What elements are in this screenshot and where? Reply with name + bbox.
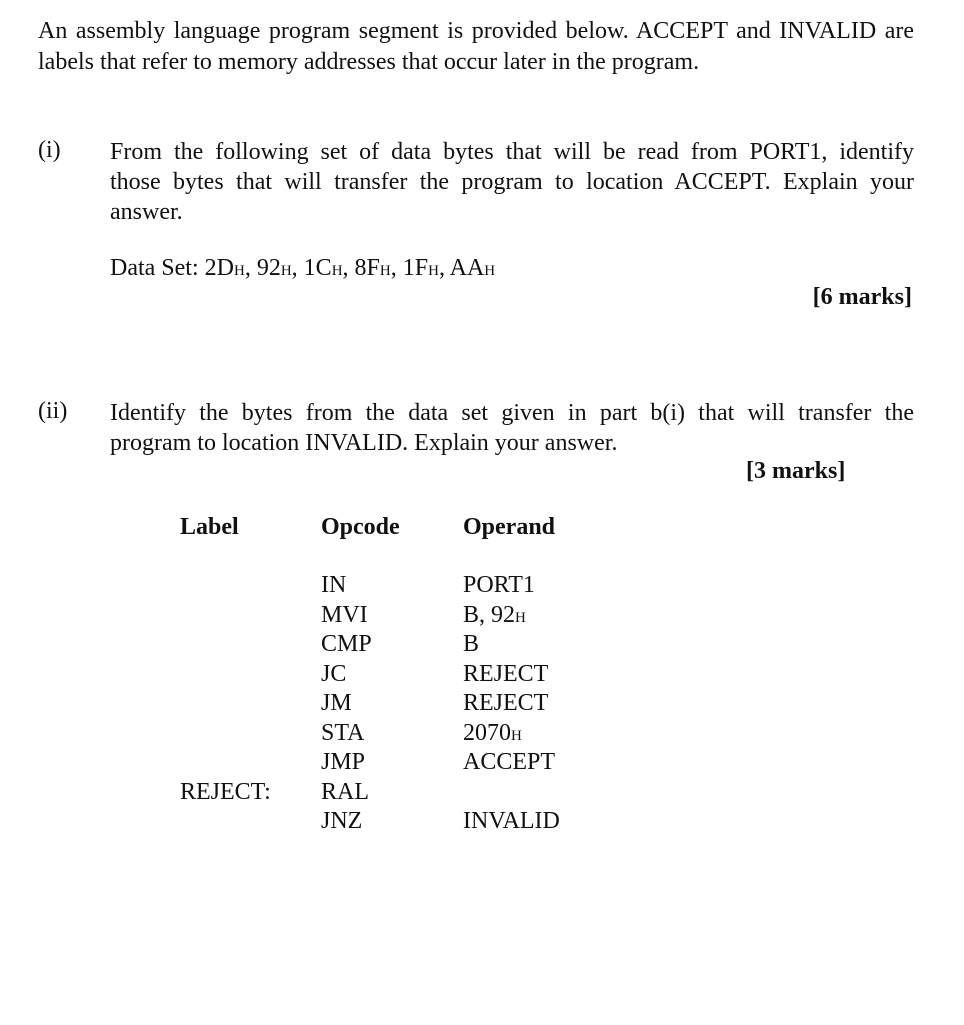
data-byte-value: 1C (303, 255, 332, 281)
data-byte-value: 8F (354, 255, 380, 281)
data-set-label: Data Set: (110, 255, 205, 281)
part-i-marks: [6 marks] (812, 284, 912, 310)
hex-subscript: H (515, 610, 526, 626)
part-ii-marks: [3 marks] (746, 458, 846, 484)
row-opcode: JC (321, 661, 347, 687)
operand-value: INVALID (463, 808, 560, 834)
intro-paragraph: An assembly language program segment is provided below. ACCEPT and INVALID are labels that refer to memory addresses that occur later in the program. (38, 18, 914, 75)
row-operand (463, 807, 560, 836)
operand-value: REJECT (463, 690, 549, 716)
row-operand (463, 630, 479, 659)
data-byte (403, 255, 450, 281)
row-opcode: MVI (321, 602, 368, 628)
row-opcode: JMP (321, 749, 366, 775)
row-operand (463, 689, 548, 718)
header-opcode: Opcode (321, 514, 400, 540)
part-i-question (110, 137, 914, 227)
operand-value: ACCEPT (463, 749, 556, 775)
row-operand (463, 748, 555, 777)
hex-subscript: H (379, 263, 391, 279)
data-byte-value: 92 (256, 255, 281, 281)
row-opcode: JM (321, 690, 352, 716)
data-set-values (205, 255, 496, 281)
row-opcode: CMP (321, 631, 372, 657)
hex-subscript: H (511, 728, 522, 744)
hex-subscript: H (484, 263, 496, 279)
part-i-line-1: From the following set of data bytes that will be read from PORT1, identify (110, 139, 914, 165)
row-operand (463, 571, 535, 600)
row-opcode: IN (321, 572, 347, 598)
row-operand (463, 660, 548, 689)
header-operand: Operand (463, 514, 556, 540)
operand-value: PORT1 (463, 572, 535, 598)
separator: , (342, 255, 355, 281)
data-byte (304, 255, 355, 281)
row-opcode: STA (321, 720, 365, 746)
part-i-line-3: answer. (110, 199, 183, 225)
part-ii-line-2: program to location INVALID. Explain your answer. (110, 430, 618, 456)
row-operand (463, 601, 526, 633)
hex-subscript: H (233, 263, 245, 279)
data-byte-value: 1F (402, 255, 429, 281)
separator: , (438, 255, 450, 281)
data-byte-value: 2D (204, 255, 234, 281)
hex-subscript: H (331, 263, 343, 279)
row-label: REJECT: (180, 779, 271, 805)
part-ii-number: (ii) (38, 398, 68, 424)
hex-subscript: H (428, 263, 439, 279)
data-byte (257, 255, 304, 281)
row-operand (463, 719, 522, 751)
separator: , (244, 255, 257, 281)
separator: , (390, 255, 403, 281)
data-byte-value: AA (449, 255, 485, 281)
operand-value: REJECT (463, 661, 549, 687)
part-ii-question (110, 398, 914, 458)
part-i-line-2: those bytes that will transfer the program to location ACCEPT. Explain your (110, 169, 914, 195)
part-i-number: (i) (38, 137, 61, 163)
data-set (110, 255, 495, 282)
row-opcode: RAL (321, 779, 369, 805)
operand-value: 2070 (463, 720, 511, 746)
operand-value: B (463, 631, 480, 657)
data-byte (450, 255, 496, 281)
separator: , (291, 255, 304, 281)
data-byte (355, 255, 403, 281)
part-ii-line-1: Identify the bytes from the data set given in part b(i) that will transfer the (110, 400, 914, 426)
hex-subscript: H (280, 263, 292, 279)
data-byte (205, 255, 257, 281)
header-label: Label (180, 514, 239, 540)
row-opcode: JNZ (321, 808, 363, 834)
operand-value: B, 92 (463, 602, 516, 628)
